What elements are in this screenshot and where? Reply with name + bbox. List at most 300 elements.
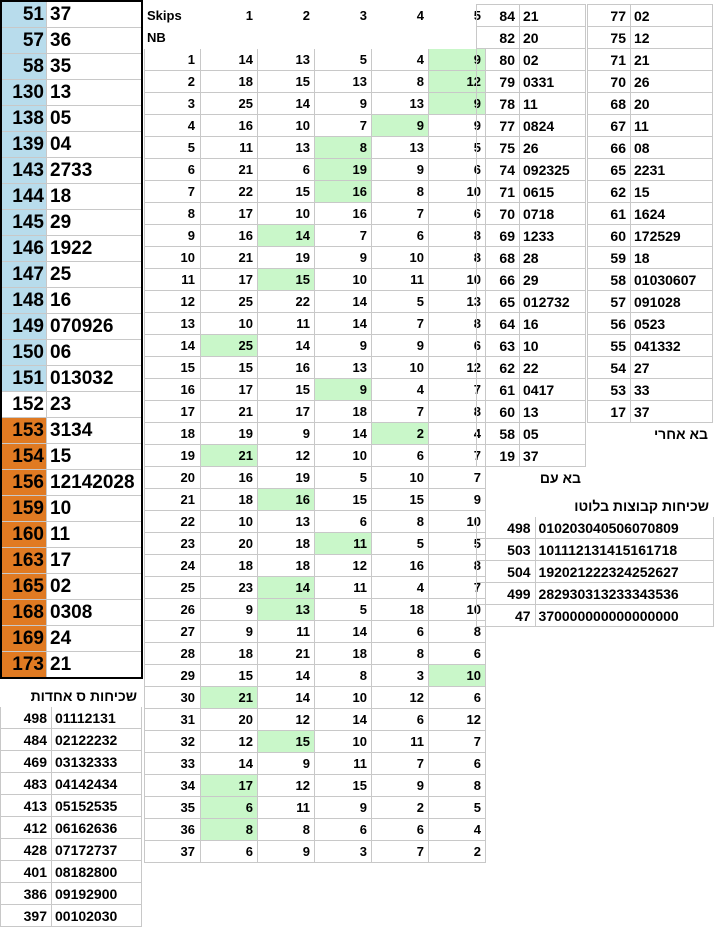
skips-cell: 6 <box>372 445 429 467</box>
skips-row-number: 10 <box>145 247 201 269</box>
skips-row <box>145 71 486 93</box>
left-list-row <box>1 652 142 679</box>
comes-with-row <box>477 335 586 357</box>
skips-cell: 16 <box>372 555 429 577</box>
skips-row-number: 31 <box>145 709 201 731</box>
left-list-value: 013032 <box>47 366 143 392</box>
skips-cell: 15 <box>201 665 258 687</box>
comes-with-caption-row <box>477 467 586 489</box>
comes-after-count: 62 <box>588 181 631 203</box>
comes-after-value: 11 <box>631 115 713 137</box>
left-list-key: 173 <box>1 652 47 679</box>
skips-row-number: 6 <box>145 159 201 181</box>
skips-cell: 17 <box>201 775 258 797</box>
zero-digits-count: 483 <box>1 773 52 795</box>
skips-cell: 10 <box>372 357 429 379</box>
skips-row-number: 13 <box>145 313 201 335</box>
skips-row <box>145 423 486 445</box>
skips-cell: 13 <box>372 93 429 115</box>
skips-cell: 14 <box>315 423 372 445</box>
skips-cell: 7 <box>429 445 486 467</box>
zero-digits-row <box>1 861 142 883</box>
groups-count: 499 <box>477 583 536 605</box>
skips-row-number: 28 <box>145 643 201 665</box>
zero-digits-row <box>1 707 142 729</box>
comes-with-value: 11 <box>520 93 586 115</box>
skips-cell: 5 <box>315 467 372 489</box>
skips-row <box>145 357 486 379</box>
skips-cell: 18 <box>201 489 258 511</box>
left-list-row <box>1 158 142 184</box>
skips-col-header: 4 <box>416 8 424 23</box>
left-list-row <box>1 340 142 366</box>
skips-row-number: 14 <box>145 335 201 357</box>
left-list-key: 151 <box>1 366 47 392</box>
comes-with-row <box>477 181 586 203</box>
comes-after-row <box>588 49 713 71</box>
comes-with-count: 75 <box>477 137 520 159</box>
comes-after-row <box>588 181 713 203</box>
left-list-value: 18 <box>47 184 143 210</box>
left-list-key: 165 <box>1 574 47 600</box>
skips-row-number: 12 <box>145 291 201 313</box>
skips-cell: 8 <box>258 819 315 841</box>
skips-cell: 14 <box>258 335 315 357</box>
left-list-row <box>1 132 142 158</box>
skips-row <box>145 621 486 643</box>
comes-after-count: 60 <box>588 225 631 247</box>
zero-digits-count: 386 <box>1 883 52 905</box>
left-list-key: 159 <box>1 496 47 522</box>
skips-cell: 14 <box>315 291 372 313</box>
skips-row-number: 29 <box>145 665 201 687</box>
skips-row <box>145 313 486 335</box>
skips-cell: 4 <box>429 819 486 841</box>
comes-with-value: 29 <box>520 269 586 291</box>
zero-digits-row <box>1 729 142 751</box>
skips-row <box>145 577 486 599</box>
comes-with-count: 79 <box>477 71 520 93</box>
skips-cell: 9 <box>429 93 486 115</box>
comes-with-caption: בא עם <box>539 469 581 486</box>
skips-row-number: 35 <box>145 797 201 819</box>
skips-row <box>145 269 486 291</box>
skips-cell: 9 <box>429 115 486 137</box>
zero-digits-value: 08182800 <box>52 861 142 883</box>
skips-cell: 6 <box>429 203 486 225</box>
groups-title: שכיחות קבוצות בלוטו <box>574 497 709 514</box>
skips-row-number: 11 <box>145 269 201 291</box>
skips-cell: 20 <box>201 709 258 731</box>
comes-after-count: 54 <box>588 357 631 379</box>
comes-with-row <box>477 49 586 71</box>
skips-cell: 5 <box>429 137 486 159</box>
left-list-value: 23 <box>47 392 143 418</box>
left-list-value: 24 <box>47 626 143 652</box>
skips-row-number: 9 <box>145 225 201 247</box>
skips-row-number: 1 <box>145 49 201 71</box>
skips-cell: 8 <box>429 313 486 335</box>
skips-cell: 21 <box>258 643 315 665</box>
comes-after-value: 172529 <box>631 225 713 247</box>
skips-row <box>145 401 486 423</box>
zero-digits-value: 04142434 <box>52 773 142 795</box>
skips-cell: 10 <box>429 511 486 533</box>
skips-cell: 12 <box>429 709 486 731</box>
left-list-row <box>1 522 142 548</box>
left-list-key: 154 <box>1 444 47 470</box>
zero-digits-count: 401 <box>1 861 52 883</box>
groups-row <box>477 583 714 605</box>
skips-cell: 22 <box>258 291 315 313</box>
comes-with-count: 61 <box>477 379 520 401</box>
skips-cell: 6 <box>429 159 486 181</box>
skips-cell: 9 <box>258 841 315 863</box>
comes-after-count: 57 <box>588 291 631 313</box>
skips-cell: 9 <box>429 489 486 511</box>
comes-with-value: 0331 <box>520 71 586 93</box>
skips-cell: 8 <box>372 181 429 203</box>
skips-cell: 19 <box>258 247 315 269</box>
left-list-row <box>1 28 142 54</box>
comes-with-count: 60 <box>477 401 520 423</box>
skips-cell: 8 <box>429 247 486 269</box>
skips-cell: 6 <box>315 819 372 841</box>
skips-row-number: 24 <box>145 555 201 577</box>
skips-cell: 8 <box>315 665 372 687</box>
groups-row <box>477 517 714 539</box>
groups-count: 503 <box>477 539 536 561</box>
skips-row <box>145 379 486 401</box>
skips-cell: 6 <box>372 621 429 643</box>
comes-with-row <box>477 203 586 225</box>
left-list-row <box>1 236 142 262</box>
skips-cell: 19 <box>258 467 315 489</box>
left-list-key: 51 <box>1 1 47 28</box>
comes-with-row <box>477 357 586 379</box>
comes-with-count: 70 <box>477 203 520 225</box>
comes-after-value: 02 <box>631 5 713 27</box>
skips-row <box>145 599 486 621</box>
skips-cell: 14 <box>258 687 315 709</box>
left-list-value: 05 <box>47 106 143 132</box>
skips-row-number: 36 <box>145 819 201 841</box>
skips-cell: 9 <box>429 49 486 71</box>
groups-row <box>477 561 714 583</box>
zero-digits-value: 01112131 <box>52 707 142 729</box>
skips-cell: 9 <box>315 247 372 269</box>
comes-with-row <box>477 71 586 93</box>
zero-digits-count: 428 <box>1 839 52 861</box>
skips-cell: 12 <box>315 555 372 577</box>
left-number-list <box>0 0 143 679</box>
comes-after-row <box>588 137 713 159</box>
skips-cell: 14 <box>315 313 372 335</box>
left-list-key: 146 <box>1 236 47 262</box>
skips-cell: 10 <box>315 445 372 467</box>
skips-cell: 21 <box>201 159 258 181</box>
comes-after-row <box>588 93 713 115</box>
skips-row <box>145 687 486 709</box>
skips-row-number: 25 <box>145 577 201 599</box>
left-list-value: 11 <box>47 522 143 548</box>
skips-cell: 6 <box>429 687 486 709</box>
skips-cell: 19 <box>315 159 372 181</box>
skips-cell: 4 <box>372 577 429 599</box>
comes-with-row <box>477 137 586 159</box>
left-list-key: 147 <box>1 262 47 288</box>
skips-cell: 4 <box>372 49 429 71</box>
zero-digits-value: 07172737 <box>52 839 142 861</box>
skips-row <box>145 115 486 137</box>
comes-after-count: 70 <box>588 71 631 93</box>
comes-after-value: 21 <box>631 49 713 71</box>
comes-with-count: 64 <box>477 313 520 335</box>
skips-cell: 14 <box>258 665 315 687</box>
comes-after-value: 12 <box>631 27 713 49</box>
skips-cell: 6 <box>201 797 258 819</box>
skips-cell: 11 <box>372 269 429 291</box>
left-list-row <box>1 444 142 470</box>
skips-cell: 12 <box>201 731 258 753</box>
zero-digits-count: 397 <box>1 905 52 927</box>
skips-row <box>145 247 486 269</box>
skips-cell: 9 <box>201 599 258 621</box>
groups-value: 282930313233343536 <box>535 583 713 605</box>
comes-with-count: 68 <box>477 247 520 269</box>
skips-cell: 11 <box>315 533 372 555</box>
groups-value: 010203040506070809 <box>535 517 713 539</box>
skips-cell: 11 <box>258 313 315 335</box>
comes-with-count: 84 <box>477 5 520 27</box>
zero-digits-title-row <box>1 685 142 707</box>
skips-cell: 4 <box>429 423 486 445</box>
skips-cell: 2 <box>429 841 486 863</box>
skips-cell: 8 <box>315 137 372 159</box>
left-list-row <box>1 626 142 652</box>
skips-cell: 14 <box>201 753 258 775</box>
skips-row <box>145 467 486 489</box>
comes-with-row <box>477 401 586 423</box>
skips-cell: 16 <box>201 467 258 489</box>
comes-after-value: 1624 <box>631 203 713 225</box>
skips-row-number: 21 <box>145 489 201 511</box>
left-list-row <box>1 184 142 210</box>
skips-row-number: 26 <box>145 599 201 621</box>
skips-cell: 14 <box>201 49 258 71</box>
skips-row-number: 3 <box>145 93 201 115</box>
comes-with-count: 78 <box>477 93 520 115</box>
skips-cell: 13 <box>258 511 315 533</box>
left-list-row <box>1 392 142 418</box>
comes-after-count: 68 <box>588 93 631 115</box>
comes-after-value: 18 <box>631 247 713 269</box>
skips-cell: 14 <box>315 709 372 731</box>
comes-after-table <box>587 4 713 445</box>
groups-count: 498 <box>477 517 536 539</box>
skips-row <box>145 445 486 467</box>
skips-row-number: 7 <box>145 181 201 203</box>
skips-cell: 12 <box>258 775 315 797</box>
skips-cell: 5 <box>429 533 486 555</box>
groups-value: 101112131415161718 <box>535 539 713 561</box>
skips-cell: 9 <box>372 335 429 357</box>
skips-cell: 5 <box>372 291 429 313</box>
skips-cell: 17 <box>201 203 258 225</box>
comes-with-value: 21 <box>520 5 586 27</box>
skips-header-label: Skips <box>147 8 182 23</box>
skips-row-number: 4 <box>145 115 201 137</box>
skips-cell: 6 <box>258 159 315 181</box>
skips-col-header: 5 <box>473 8 481 23</box>
comes-after-row <box>588 401 713 423</box>
comes-after-count: 59 <box>588 247 631 269</box>
groups-row <box>477 539 714 561</box>
skips-row <box>145 489 486 511</box>
skips-cell: 6 <box>372 225 429 247</box>
left-list-value: 13 <box>47 80 143 106</box>
left-list-row <box>1 262 142 288</box>
skips-cell: 2 <box>372 797 429 819</box>
skips-col-header: 2 <box>302 8 310 23</box>
comes-with-value: 02 <box>520 49 586 71</box>
left-list-key: 145 <box>1 210 47 236</box>
skips-row-number: 17 <box>145 401 201 423</box>
skips-cell: 16 <box>201 115 258 137</box>
skips-row <box>145 709 486 731</box>
comes-with-count: 66 <box>477 269 520 291</box>
left-list-value: 04 <box>47 132 143 158</box>
skips-row-number: 27 <box>145 621 201 643</box>
skips-row <box>145 731 486 753</box>
skips-cell: 9 <box>315 797 372 819</box>
skips-cell: 7 <box>372 313 429 335</box>
skips-cell: 15 <box>258 181 315 203</box>
skips-cell: 8 <box>429 621 486 643</box>
skips-cell: 16 <box>201 225 258 247</box>
skips-cell: 15 <box>258 379 315 401</box>
groups-row <box>477 605 714 627</box>
skips-row-number: 18 <box>145 423 201 445</box>
comes-after-value: 33 <box>631 379 713 401</box>
skips-cell: 10 <box>429 181 486 203</box>
comes-with-table <box>476 4 586 489</box>
left-list-key: 169 <box>1 626 47 652</box>
comes-after-value: 0523 <box>631 313 713 335</box>
zero-digits-value: 05152535 <box>52 795 142 817</box>
skips-cell: 6 <box>315 511 372 533</box>
zero-digits-row <box>1 773 142 795</box>
left-list-row <box>1 366 142 392</box>
comes-after-value: 20 <box>631 93 713 115</box>
skips-cell: 21 <box>201 401 258 423</box>
left-list-key: 58 <box>1 54 47 80</box>
comes-after-count: 17 <box>588 401 631 423</box>
skips-col-header: 1 <box>245 8 253 23</box>
skips-cell: 10 <box>372 467 429 489</box>
comes-after-count: 55 <box>588 335 631 357</box>
comes-with-count: 69 <box>477 225 520 247</box>
skips-row-number: 33 <box>145 753 201 775</box>
comes-with-count: 19 <box>477 445 520 467</box>
skips-cell: 12 <box>372 687 429 709</box>
skips-cell: 9 <box>258 753 315 775</box>
skips-row <box>145 665 486 687</box>
skips-row <box>145 511 486 533</box>
skips-cell: 6 <box>372 709 429 731</box>
skips-cell: 6 <box>429 753 486 775</box>
zero-digits-count: 498 <box>1 707 52 729</box>
comes-after-row <box>588 225 713 247</box>
left-list-row <box>1 1 142 28</box>
groups-value: 370000000000000000 <box>535 605 713 627</box>
skips-cell: 9 <box>315 335 372 357</box>
skips-cell: 8 <box>372 511 429 533</box>
skips-cell: 25 <box>201 291 258 313</box>
left-list-key: 143 <box>1 158 47 184</box>
skips-cell: 8 <box>372 643 429 665</box>
skips-cell: 10 <box>201 511 258 533</box>
left-list-row <box>1 80 142 106</box>
comes-after-value: 26 <box>631 71 713 93</box>
skips-cell: 21 <box>201 445 258 467</box>
left-list-row <box>1 548 142 574</box>
comes-after-row <box>588 247 713 269</box>
left-list-row <box>1 470 142 496</box>
comes-with-row <box>477 445 586 467</box>
skips-cell: 8 <box>429 775 486 797</box>
skips-cell: 9 <box>258 423 315 445</box>
comes-with-row <box>477 247 586 269</box>
skips-cell: 9 <box>372 775 429 797</box>
skips-cell: 18 <box>372 599 429 621</box>
skips-cell: 9 <box>201 621 258 643</box>
skips-cell: 8 <box>201 819 258 841</box>
skips-cell: 25 <box>201 335 258 357</box>
left-list-value: 06 <box>47 340 143 366</box>
skips-cell: 15 <box>258 731 315 753</box>
comes-after-count: 61 <box>588 203 631 225</box>
comes-with-row <box>477 423 586 445</box>
skips-cell: 8 <box>429 225 486 247</box>
comes-after-value: 27 <box>631 357 713 379</box>
skips-row-number: 5 <box>145 137 201 159</box>
skips-cell: 21 <box>201 687 258 709</box>
skips-row-number: 16 <box>145 379 201 401</box>
skips-cell: 12 <box>429 71 486 93</box>
skips-cell: 7 <box>372 841 429 863</box>
skips-cell: 16 <box>315 203 372 225</box>
skips-row-number: 19 <box>145 445 201 467</box>
skips-cell: 10 <box>315 731 372 753</box>
left-list-value: 070926 <box>47 314 143 340</box>
comes-after-row <box>588 291 713 313</box>
left-list-key: 168 <box>1 600 47 626</box>
comes-after-row <box>588 115 713 137</box>
comes-after-count: 58 <box>588 269 631 291</box>
comes-after-value: 091028 <box>631 291 713 313</box>
comes-with-count: 74 <box>477 159 520 181</box>
skips-cell: 10 <box>429 665 486 687</box>
skips-cell: 17 <box>201 269 258 291</box>
left-list-value: 15 <box>47 444 143 470</box>
left-list-key: 153 <box>1 418 47 444</box>
skips-header-row <box>145 5 486 27</box>
comes-after-value: 01030607 <box>631 269 713 291</box>
zero-digits-row <box>1 905 142 927</box>
skips-row <box>145 181 486 203</box>
comes-after-caption: בא אחרי <box>653 425 708 442</box>
